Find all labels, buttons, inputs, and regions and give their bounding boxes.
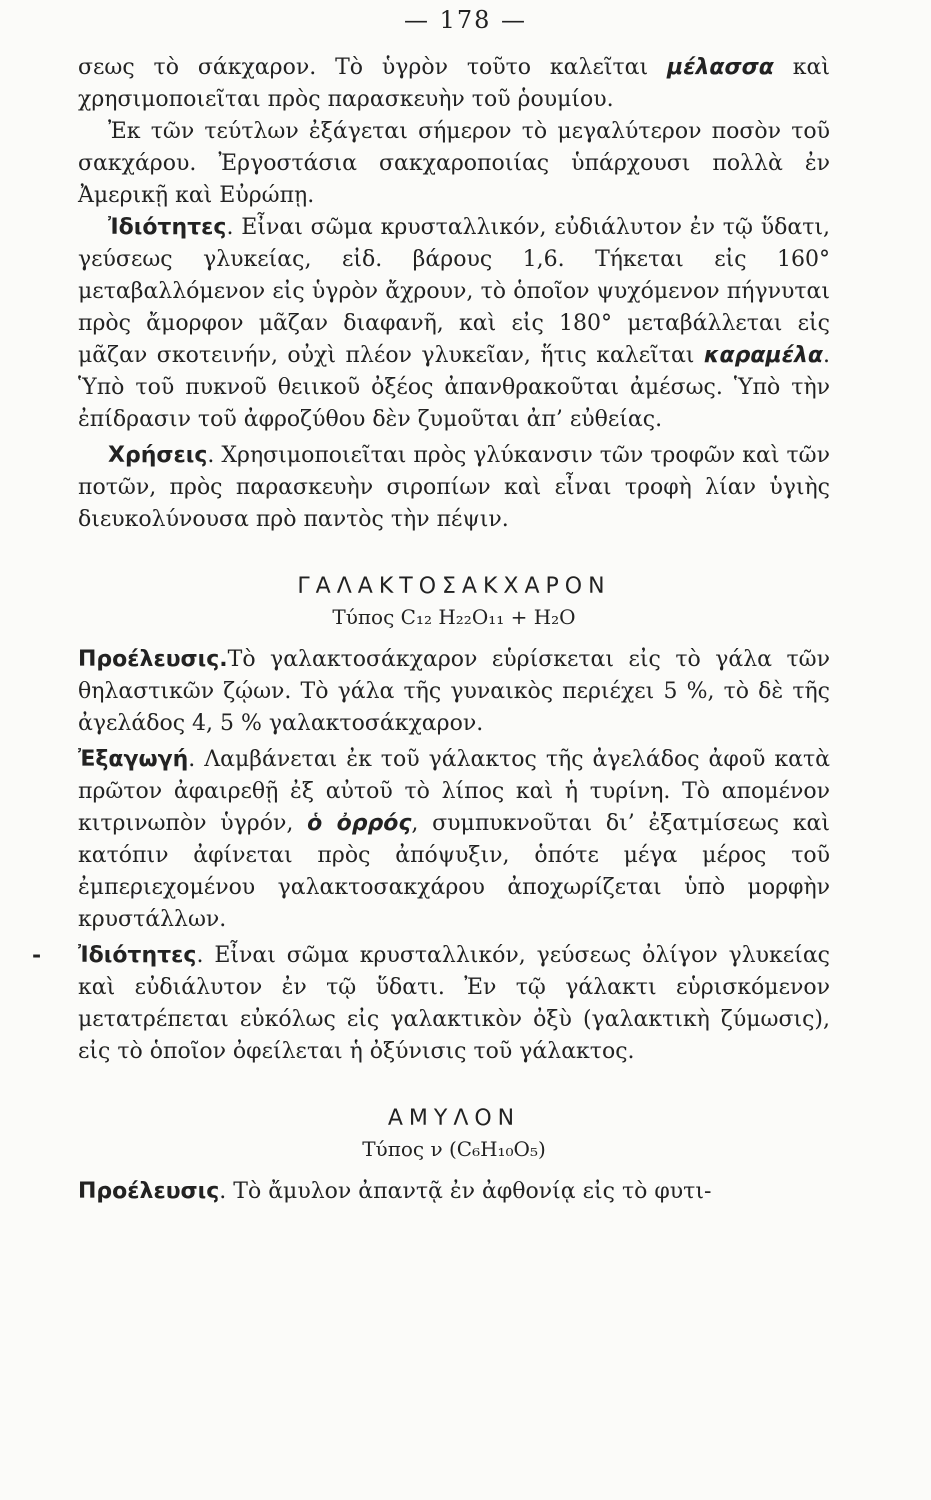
heading-galaktosakcharon: ΓΑΛΑΚΤΟΣΑΚΧΑΡΟΝ bbox=[297, 574, 611, 599]
section-lead-origin: Προέλευσις. bbox=[78, 647, 228, 672]
paragraph-galakto-extraction: Ἐξαγωγή. Λαμβάνεται ἐκ τοῦ γάλακτος τῆς ἀγελάδος ἀφοῦ κατὰ πρῶτον ἀφαιρεθῇ ἐξ αὐτοῦ τὸ λίπος καὶ ἡ τυρίνη. Τὸ απομένον κιτρινωπὸν ὑγρόν, ὁ ὀρρός, συμπυκνοῦται δι’ ἐξατμίσεως καὶ κατόπιν ἀφίνεται πρὸς ἀπόψυξιν, ὁπότε μέγα μέρος τοῦ ἐμπεριεχομένου γαλακτοσακχάρου ἀποχωρίζεται ὑπὸ μορφὴν κρυστάλλων. bbox=[78, 747, 830, 932]
paragraph-uses: Χρήσεις. Χρησιμοποιεῖται πρὸς γλύκανσιν τῶν τροφῶν καὶ τῶν ποτῶν, πρὸς παρασκευὴν σιροπίων καὶ εἶναι τροφὴ λίαν ὑγιὴς διευκολύνουσα πρὸ παντὸς τὴν πέψιν. bbox=[78, 443, 830, 532]
term-melassa: μέλασσα bbox=[667, 55, 774, 80]
heading-amylon: ΑΜΥΛΟΝ bbox=[387, 1106, 521, 1131]
body-text bbox=[78, 52, 830, 1208]
paragraph-amylon-origin: Προέλευσις. Τὸ ἄμυλον ἀπαντᾷ ἐν ἀφθονίᾳ εἰς τὸ φυτι- bbox=[78, 1179, 712, 1204]
paragraph-molasses: σεως τὸ σάκχαρον. Τὸ ὑγρὸν τοῦτο καλεῖται μέλασσα καὶ χρησιμοποιεῖται πρὸς παρασκευὴν τοῦ ῥουμίου. bbox=[78, 55, 831, 112]
paragraph-properties: Ἰδιότητες. Εἶναι σῶμα κρυσταλλικόν, εὐδιάλυτον ἐν τῷ ὕδατι, γεύσεως γλυκείας, εἰδ. βάρους 1,6. Τήκεται εἰς 160° μεταβαλλόμενον εἰς ὑγρὸν ἄχρουν, τὸ ὁποῖον ψυχόμενον πήγνυται πρὸς ἄμορφον μᾶζαν διαφανῆ, καὶ εἰς 180° μεταβάλλεται εἰς μᾶζαν σκοτεινήν, οὐχὶ πλέον γλυκεῖαν, ἥτις καλεῖται καραμέλα. Ὑπὸ τοῦ πυκνοῦ θειικοῦ ὀξέος ἀπανθρακοῦται ἀμέσως. Ὑπὸ τὴν ἐπίδρασιν τοῦ ἀφροζύθου δὲν ζυμοῦται ἀπ’ εὐθείας. bbox=[78, 215, 830, 432]
section-lead-uses: Χρήσεις bbox=[108, 443, 208, 468]
section-lead-extraction: Ἐξαγωγή bbox=[78, 747, 189, 772]
page-number: — 178 — bbox=[403, 6, 528, 34]
margin-mark: - bbox=[32, 942, 42, 968]
section-lead-properties: Ἰδιότητες bbox=[108, 215, 227, 240]
section-lead-origin-2: Προέλευσις bbox=[78, 1179, 220, 1204]
term-karamela: καραμέλα bbox=[703, 343, 823, 368]
formula-galaktosakcharon: Τύπος C₁₂ H₂₂O₁₁ + H₂O bbox=[332, 605, 576, 629]
formula-amylon: Τύπος ν (C₆H₁₀O₅) bbox=[362, 1137, 546, 1161]
paragraph-beets: Ἐκ τῶν τεύτλων ἐξάγεται σήμερον τὸ μεγαλύτερον ποσὸν τοῦ σακχάρου. Ἐργοστάσια σακχαροποιίας ὑπάρχουσι πολλὰ ἐν Ἀμερικῇ καὶ Εὐρώπῃ. bbox=[78, 119, 830, 208]
paragraph-galakto-origin: Προέλευσις.Τὸ γαλακτοσάκχαρον εὑρίσκεται εἰς τὸ γάλα τῶν θηλαστικῶν ζῴων. Τὸ γάλα τῆς γυναικὸς περιέχει 5 %, τὸ δὲ τῆς ἀγελάδος 4, 5 % γαλακτοσάκχαρον. bbox=[78, 647, 830, 736]
section-lead-properties-2: Ἰδιότητες bbox=[78, 943, 197, 968]
term-orros: ὁ ὀρρός bbox=[307, 811, 412, 836]
paragraph-galakto-properties: Ἰδιότητες. Εἶναι σῶμα κρυσταλλικόν, γεύσεως ὀλίγον γλυκείας καὶ εὐδιάλυτον ἐν τῷ ὕδατι. Ἐν τῷ γάλακτι εὑρισκόμενον μετατρέπεται εὐκόλως εἰς γαλακτικὸν ὀξὺ (γαλακτικὴ ζύμωσις), εἰς τὸ ὁποῖον ὀφείλεται ἡ ὀξύνισις τοῦ γάλακτος. bbox=[78, 943, 830, 1064]
